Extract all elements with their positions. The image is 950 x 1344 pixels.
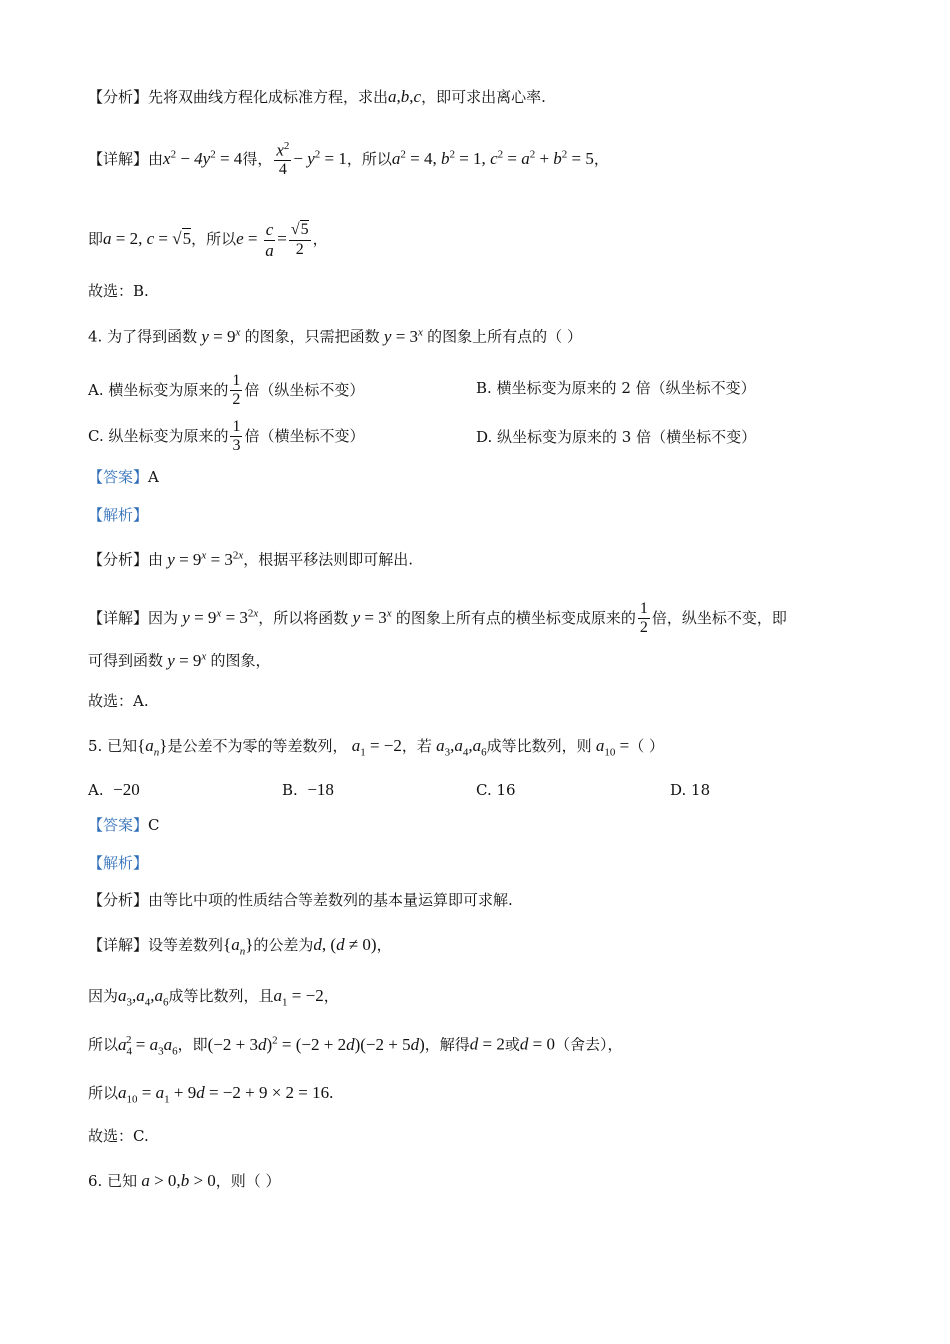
q5-detail-a: 设等差数列 — [148, 936, 224, 954]
q5-comma-2: ， — [323, 987, 339, 1005]
q3-comma-2: ， — [312, 230, 328, 249]
math-an-seq-2: $\{a_n\}$ — [223, 935, 254, 958]
fraction-sqrt5-over-2: $\frac{√5}{2}$ — [290, 221, 309, 258]
math-9x-equals-32x-2: $y = 9^x = 3^{2x}$ — [178, 607, 259, 627]
q5-option-c: C. 16 — [476, 781, 516, 799]
q4-stem-c: 的图象上所有点的（ ） — [427, 327, 582, 346]
q3-analysis-text: 先将双曲线方程化成标准方程，求出 — [148, 88, 389, 106]
q5-stem-e: （ ） — [629, 737, 665, 755]
q4-option-a — [88, 372, 364, 410]
q4-detail-b: ，所以将函数 — [258, 608, 349, 627]
q5-stem-c: ，若 — [401, 737, 432, 755]
q4-option-c-text: C. 纵坐标变为原来的 — [88, 426, 229, 445]
math-hyperbola: $x^2 - 4y^2 = 4$ — [163, 148, 243, 168]
q5-answer — [88, 818, 160, 833]
q3-analysis-text-end: ，即可求出离心率. — [421, 88, 546, 106]
q4-analysis-a: 由 — [148, 550, 164, 569]
math-a3a4a6-2: $a_3,a_4,a_6$ — [118, 986, 169, 1009]
answer-label: 【答案】 — [88, 468, 149, 486]
q5-option-a — [88, 780, 140, 800]
q5-line2 — [88, 987, 339, 1008]
q5-analysis — [88, 893, 513, 908]
q4-answer-value: A — [148, 468, 159, 486]
detail-label-q5: 【详解】 — [88, 936, 149, 954]
q5-stem-a: 5. 已知 — [88, 737, 138, 755]
math-an-seq: $\{a_n\}$ — [137, 736, 168, 759]
fraction-1-2: $\frac{1}{2}$ — [232, 372, 241, 409]
q4-stem-a: 4. 为了得到函数 — [88, 327, 198, 346]
q5-conclusion: 故选：C. — [88, 1127, 149, 1145]
q5-answer-value: C — [148, 816, 160, 834]
detail-label-q4: 【详解】 — [88, 608, 149, 627]
math-abc-values: $a^2 = 4$, $b^2 = 1$, $c^2 = a^2 + b^2 = 5$ — [391, 148, 594, 168]
q4-option-b: B. 横坐标变为原来的 2 倍（纵坐标不变） — [476, 379, 756, 397]
q5-detail-b: 的公差为 — [253, 936, 314, 954]
q4-option-a-text-end: 倍（纵坐标不变） — [244, 380, 365, 399]
math-y-9x: $y = 9^x$ — [197, 326, 241, 346]
q4-detail-d: 倍，纵坐标不变，即 — [651, 608, 787, 627]
q4-detail-f: 的图象， — [210, 651, 271, 670]
q3-detail-line: 【详解】由$x^2 - 4y^2 = 4$得， $\frac{x^2}{4}$ − $y^2 = 1$，所以$a^2 = 4$, $b^2 = 1$, $c^2 = a^2 + b^2 = 5$， — [88, 140, 609, 179]
q4-detail-c: 的图象上所有点的横坐标变成原来的 — [395, 608, 636, 627]
fraction-x2-over-4: $\frac{x^2}{4}$ — [276, 140, 290, 179]
math-a3a4a6: $a_3,a_4,a_6$ — [431, 736, 487, 759]
q3-comma: ， — [593, 149, 609, 168]
analysis-label-q4: 【分析】 — [88, 550, 149, 569]
q4-stem-b: 的图象，只需把函数 — [244, 327, 380, 346]
q4-explain-label: 【解析】 — [88, 506, 149, 524]
math-eccentricity: e = — [236, 229, 262, 249]
q5-explain-label: 【解析】 — [88, 854, 149, 872]
math-y-9x-2: $y = 9^x$ — [163, 650, 207, 670]
analysis-label: 【分析】 — [88, 88, 149, 106]
math-equation: $(-2 + 3d)^2 = (-2 + 2d)(-2 + 5d)$ — [207, 1034, 425, 1054]
q5-detail — [88, 936, 392, 957]
q5-line4-a: 所以 — [88, 1084, 119, 1102]
q4-stem — [88, 327, 582, 345]
q5-line4 — [88, 1084, 333, 1105]
q4-detail-cont — [88, 651, 271, 669]
detail-label: 【详解】 — [88, 149, 149, 168]
q5-stem-b: 是公差不为零的等差数列， — [167, 737, 348, 755]
math-9x-equals-32x: $y = 9^x = 3^{2x}$ — [163, 549, 244, 569]
fraction-1-3: $\frac{1}{3}$ — [232, 418, 241, 455]
math-d-2: d = 2 — [469, 1034, 505, 1054]
q4-analysis — [88, 550, 413, 568]
q4-analysis-b: ，根据平移法则即可解出. — [243, 550, 414, 569]
q3-detail-suoyi: ，所以 — [346, 149, 392, 168]
q5-stem-d: 成等比数列，则 — [486, 737, 592, 755]
q5-option-a-label: A. — [88, 781, 104, 799]
fraction-c-over-a: $\frac{c}{a}$ — [265, 220, 274, 260]
q5-option-b — [282, 780, 334, 800]
math-a-b-positive: a > 0,b > 0 — [137, 1171, 216, 1190]
q5-option-b-label: B. — [282, 781, 298, 799]
math-a10-result: $a_{10} = a_1 + 9d = -2 + 9 \times 2 = 16$. — [118, 1083, 334, 1106]
math-d-0: d = 0 — [519, 1034, 555, 1054]
q4-option-c — [88, 418, 365, 456]
q5-option-d: D. 18 — [670, 781, 711, 799]
fraction-1-2-detail: $\frac{1}{2}$ — [639, 600, 648, 637]
q4-detail-a: 因为 — [148, 608, 179, 627]
q3-detail-you: 由 — [148, 149, 164, 168]
q6-stem-b: ，则（ ） — [215, 1172, 281, 1190]
q5-comma: ， — [376, 936, 392, 954]
analysis-label-q5: 【分析】 — [88, 891, 149, 909]
math-abc: a — [388, 87, 397, 106]
math-a10: $a_{10}$ = — [591, 736, 630, 759]
q5-line2-a: 因为 — [88, 987, 119, 1005]
q3-detail-de: 得， — [242, 149, 273, 168]
q4-detail-e: 可得到函数 — [88, 651, 164, 670]
q6-stem-a: 6. 已知 — [88, 1172, 138, 1190]
q5-line3-b: ，即 — [177, 1035, 208, 1054]
q5-option-b-value: −18 — [307, 780, 334, 799]
q5-line3 — [88, 1035, 622, 1057]
math-a1: $a_1 = -2$ — [347, 736, 402, 759]
q3-ji: 即 — [88, 230, 104, 249]
math-y-3x: $y = 3^x$ — [379, 326, 423, 346]
q3-suoyi: ，所以 — [191, 230, 237, 249]
q4-option-a-text: A. 横坐标变为原来的 — [88, 380, 229, 399]
q4-answer — [88, 470, 159, 485]
q5-line3-a: 所以 — [88, 1035, 119, 1054]
q5-line2-b: 成等比数列，且 — [168, 987, 274, 1005]
q3-ecc-line: 即a = 2, c = √5，所以e = $\frac{c}{a}$ = $\frac{√5}{2}$ ， — [88, 220, 328, 260]
q5-option-a-value: −20 — [113, 780, 140, 799]
q4-detail — [88, 600, 787, 638]
math-a-c: a = 2, c = √5 — [103, 229, 192, 249]
math-a1-2: $a_1 = -2$ — [273, 986, 324, 1009]
q5-line3-c: ，解得 — [424, 1035, 470, 1054]
math-d-neq-0: d, (d ≠ 0) — [313, 935, 377, 954]
answer-label-q5: 【答案】 — [88, 816, 149, 834]
q5-stem — [88, 737, 664, 758]
q4-conclusion: 故选：A. — [88, 692, 149, 710]
q4-option-d: D. 纵坐标变为原来的 3 倍（横坐标不变） — [476, 428, 757, 446]
q6-stem — [88, 1172, 281, 1189]
q4-option-c-text-end: 倍（横坐标不变） — [244, 426, 365, 445]
math-y-3x-2: $y = 3^x$ — [348, 607, 392, 627]
q5-line3-d: 或 — [504, 1035, 520, 1054]
q3-analysis-line: 【分析】先将双曲线方程化成标准方程，求出a,b,c，即可求出离心率. — [88, 87, 546, 106]
math-a4sq: $a_4^2 = a_3a_6$ — [118, 1034, 178, 1058]
q5-line3-e: （舍去）， — [554, 1035, 623, 1054]
q3-conclusion: 故选：B. — [88, 282, 149, 300]
q5-analysis-text: 由等比中项的性质结合等差数列的基本量运算即可求解. — [148, 891, 513, 909]
